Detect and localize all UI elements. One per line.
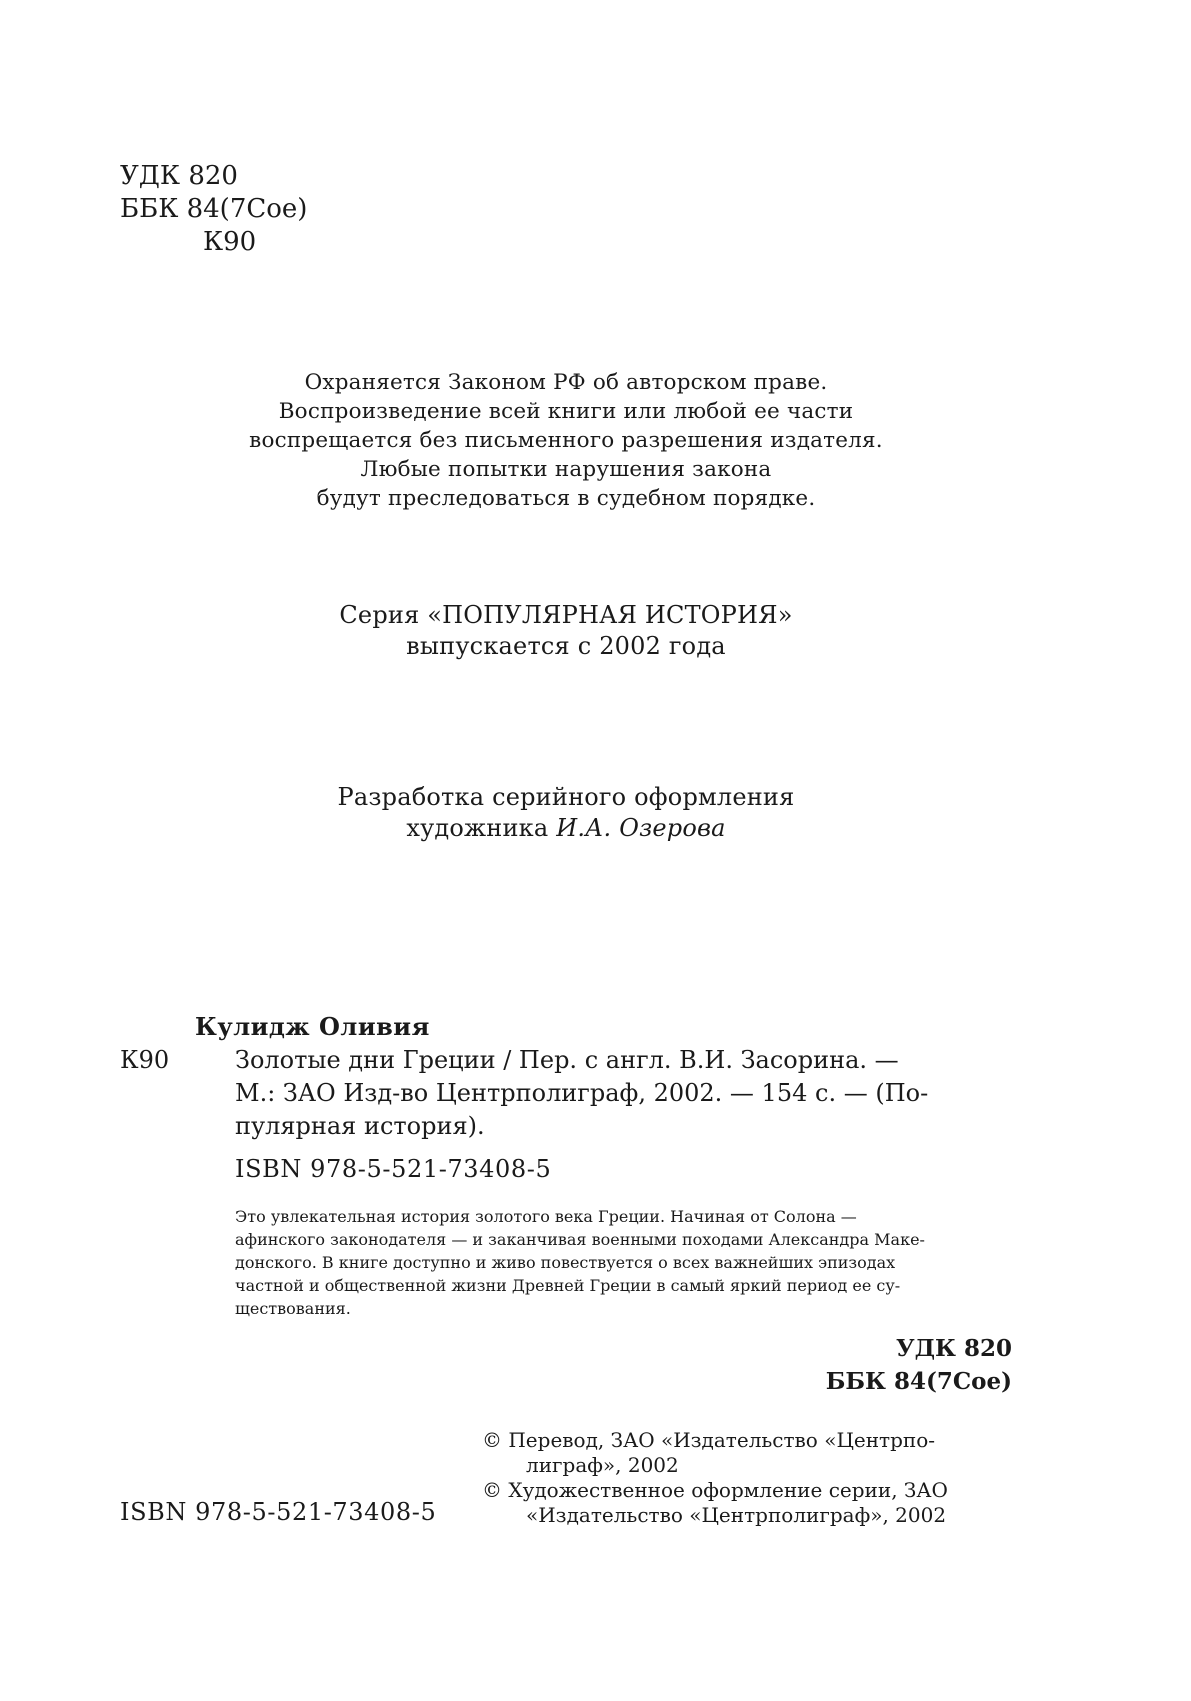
copyright-line: © Художественное оформление серии, ЗАО [482,1478,948,1502]
annotation-line: ществования. [235,1299,351,1318]
annotation-line: афинского законодателя — и заканчивая военными походами Александра Маке- [235,1230,925,1249]
design-credit-artist-line [0,813,1132,844]
bbk-code-right: ББК 84(7Сое) [825,1368,1012,1395]
author-mark: К90 [203,227,257,257]
annotation-line: частной и общественной жизни Древней Греции в самый яркий период ее су- [235,1276,901,1295]
book-author: Кулидж Оливия [195,1012,430,1041]
design-credit [0,782,1132,844]
copyright-line: лиграф», 2002 [526,1453,679,1477]
design-credit-prefix: художника [406,814,557,842]
bibliographic-line: пулярная история). [235,1112,485,1140]
bibliographic-line: М.: ЗАО Изд-во Центрполиграф, 2002. — 154 с. — (По- [235,1079,929,1107]
isbn-bottom: ISBN 978-5-521-73408-5 [120,1498,437,1526]
bibliographic-description [235,1044,1011,1143]
classification-codes [120,160,307,259]
udk-code: УДК 820 [120,161,238,191]
copyright-notice [0,368,1132,513]
annotation-line: донского. В книге доступно и живо повествуется о всех важнейших эпизодах [235,1253,896,1272]
annotation-line: Это увлекательная история золотого века Греции. Начиная от Солона — [235,1207,857,1226]
bibliographic-line: Золотые дни Греции / Пер. с англ. В.И. Засорина. — [235,1046,899,1074]
series-info [0,600,1132,662]
copyright-notice-line: Воспроизведение всей книги или любой ее части [278,399,854,424]
copyright-notice-line: будут преследоваться в судебном порядке. [316,486,816,511]
classification-codes-right [700,1332,1012,1398]
copyright-notice-line: воспрещается без письменного разрешения издателя. [249,428,883,453]
series-title: Серия «ПОПУЛЯРНАЯ ИСТОРИЯ» [339,601,793,629]
udk-code-right: УДК 820 [895,1335,1012,1362]
series-since: выпускается с 2002 года [406,632,726,660]
isbn: ISBN 978-5-521-73408-5 [235,1155,552,1183]
design-credit-line: Разработка серийного оформления [337,783,795,811]
copyright-line: © Перевод, ЗАО «Издательство «Центрпо- [482,1428,936,1452]
copyright-statements [482,1428,948,1528]
annotation [235,1205,1015,1320]
bbk-code: ББК 84(7Сое) [120,194,308,224]
bibliographic-mark: К90 [120,1046,170,1074]
artist-name: И.А. Озерова [556,814,726,842]
copyright-notice-line: Любые попытки нарушения закона [360,457,772,482]
copyright-notice-line: Охраняется Законом РФ об авторском праве. [304,370,828,395]
copyright-line: «Издательство «Центрполиграф», 2002 [526,1503,947,1527]
